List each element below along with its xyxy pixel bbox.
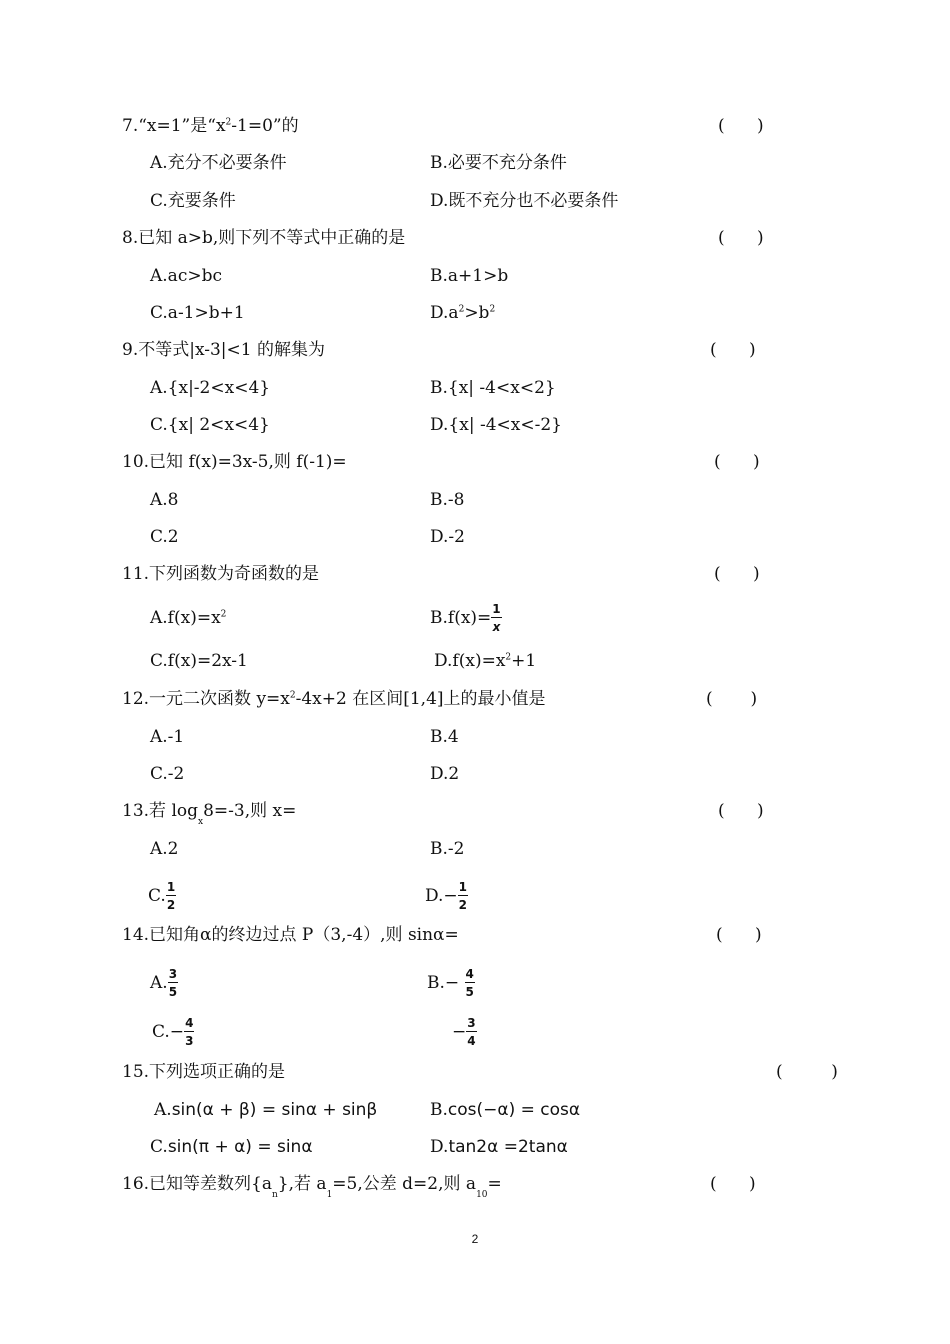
- q11-option-a: $A.f(x)=x^2$: [150, 608, 227, 628]
- question-16-stem: 16.已知等差数列$\{a_n\}$,若 $a_1=5$,公差 d=2,则 $a_{10}=$: [122, 1174, 502, 1200]
- question-15-stem: 15.下列选项正确的是: [122, 1062, 286, 1082]
- q12-option-d: D.2: [430, 764, 460, 784]
- q15-option-d: D.tan2α =2tanα: [430, 1137, 568, 1157]
- q10-option-a: A.8: [150, 490, 179, 510]
- fraction-one-half: $\frac{1}{2}$: [166, 880, 176, 913]
- answer-blank-15: ( ): [776, 1062, 838, 1082]
- q12-option-c: C.-2: [150, 764, 185, 784]
- q15-option-c: C.sin(π + α) = sinα: [150, 1137, 313, 1157]
- q8-option-c: C.a-1>b+1: [150, 303, 245, 323]
- question-12-stem: 12.一元二次函数 $y=x^2-4x+2$ 在区间[1,4]上的最小值是: [122, 689, 546, 709]
- q12-option-b: B.4: [430, 727, 459, 747]
- answer-blank-9: ( ): [710, 340, 756, 360]
- q8-option-b: B.a+1>b: [430, 266, 509, 286]
- q14-option-c: C.− $\frac{4}{3}$: [152, 1016, 194, 1049]
- q11-option-b: B.f(x)= $\frac{1}{x}$: [430, 602, 501, 635]
- q13-option-b: B.-2: [430, 839, 465, 859]
- fraction-one-over-x: $\frac{1}{x}$: [492, 602, 501, 635]
- fraction-three-fifths: $\frac{3}{5}$: [168, 967, 178, 1000]
- fraction-three-fourths: $\frac{3}{4}$: [467, 1016, 476, 1049]
- fraction-four-thirds: $\frac{4}{3}$: [185, 1016, 194, 1049]
- q14-option-d: − $\frac{3}{4}$: [452, 1016, 476, 1049]
- question-9-stem: 9.不等式|x-3|<1 的解集为: [122, 340, 325, 360]
- q15-option-a: A.sin(α + β) = sinα + sinβ: [154, 1100, 378, 1120]
- question-7-stem: 7.“x=1”是“$x^2-1=0$”的: [122, 116, 299, 136]
- answer-blank-8: ( ): [718, 228, 764, 248]
- q13-option-a: A.2: [150, 839, 179, 859]
- fraction-one-half: $\frac{1}{2}$: [458, 880, 468, 913]
- page-number: 2: [471, 1232, 479, 1246]
- q14-option-a: A. $\frac{3}{5}$: [150, 967, 178, 1000]
- question-11-stem: 11.下列函数为奇函数的是: [122, 564, 320, 584]
- answer-blank-16: ( ): [710, 1174, 756, 1194]
- question-8-stem: 8.已知 a>b,则下列不等式中正确的是: [122, 228, 406, 248]
- question-13-stem: 13.若 $\log_x8=-3$,则 x=: [122, 801, 297, 827]
- q7-option-c: C.充要条件: [150, 191, 236, 211]
- q7-option-d: D.既不充分也不必要条件: [430, 191, 619, 211]
- q10-option-d: D.-2: [430, 527, 465, 547]
- q11-option-d: $D.f(x)=x^2+1$: [434, 651, 537, 671]
- question-14-stem: 14.已知角α的终边过点 P（3,-4）,则 sinα=: [122, 925, 459, 945]
- answer-blank-11: ( ): [714, 564, 760, 584]
- q7-option-b: B.必要不充分条件: [430, 153, 567, 173]
- answer-blank-12: ( ): [706, 689, 758, 709]
- q8-option-d: $D.a^2>b^2$: [430, 303, 496, 323]
- q14-option-b: B.− $\frac{4}{5}$: [427, 967, 474, 1000]
- q13-option-c: C. $\frac{1}{2}$: [148, 880, 176, 913]
- answer-blank-7: ( ): [718, 116, 764, 136]
- question-10-stem: 10.已知 f(x)=3x-5,则 f(-1)=: [122, 452, 347, 472]
- q11-option-c: C.f(x)=2x-1: [150, 651, 248, 671]
- q8-option-a: A.ac>bc: [150, 266, 222, 286]
- answer-blank-14: ( ): [716, 925, 762, 945]
- q10-option-b: B.-8: [430, 490, 465, 510]
- answer-blank-10: ( ): [714, 452, 760, 472]
- answer-blank-13: ( ): [718, 801, 764, 821]
- q9-option-b: B.{x| -4<x<2}: [430, 378, 556, 398]
- q7-option-a: A.充分不必要条件: [150, 153, 287, 173]
- q9-option-a: A.{x|-2<x<4}: [150, 378, 271, 398]
- q10-option-c: C.2: [150, 527, 179, 547]
- q13-option-d: D.− $\frac{1}{2}$: [425, 880, 468, 913]
- fraction-four-fifths: $\frac{4}{5}$: [465, 967, 474, 1000]
- q9-option-c: C.{x| 2<x<4}: [150, 415, 270, 435]
- q9-option-d: D.{x| -4<x<-2}: [430, 415, 562, 435]
- q15-option-b: B.cos(−α) = cosα: [430, 1100, 581, 1120]
- q12-option-a: A.-1: [150, 727, 185, 747]
